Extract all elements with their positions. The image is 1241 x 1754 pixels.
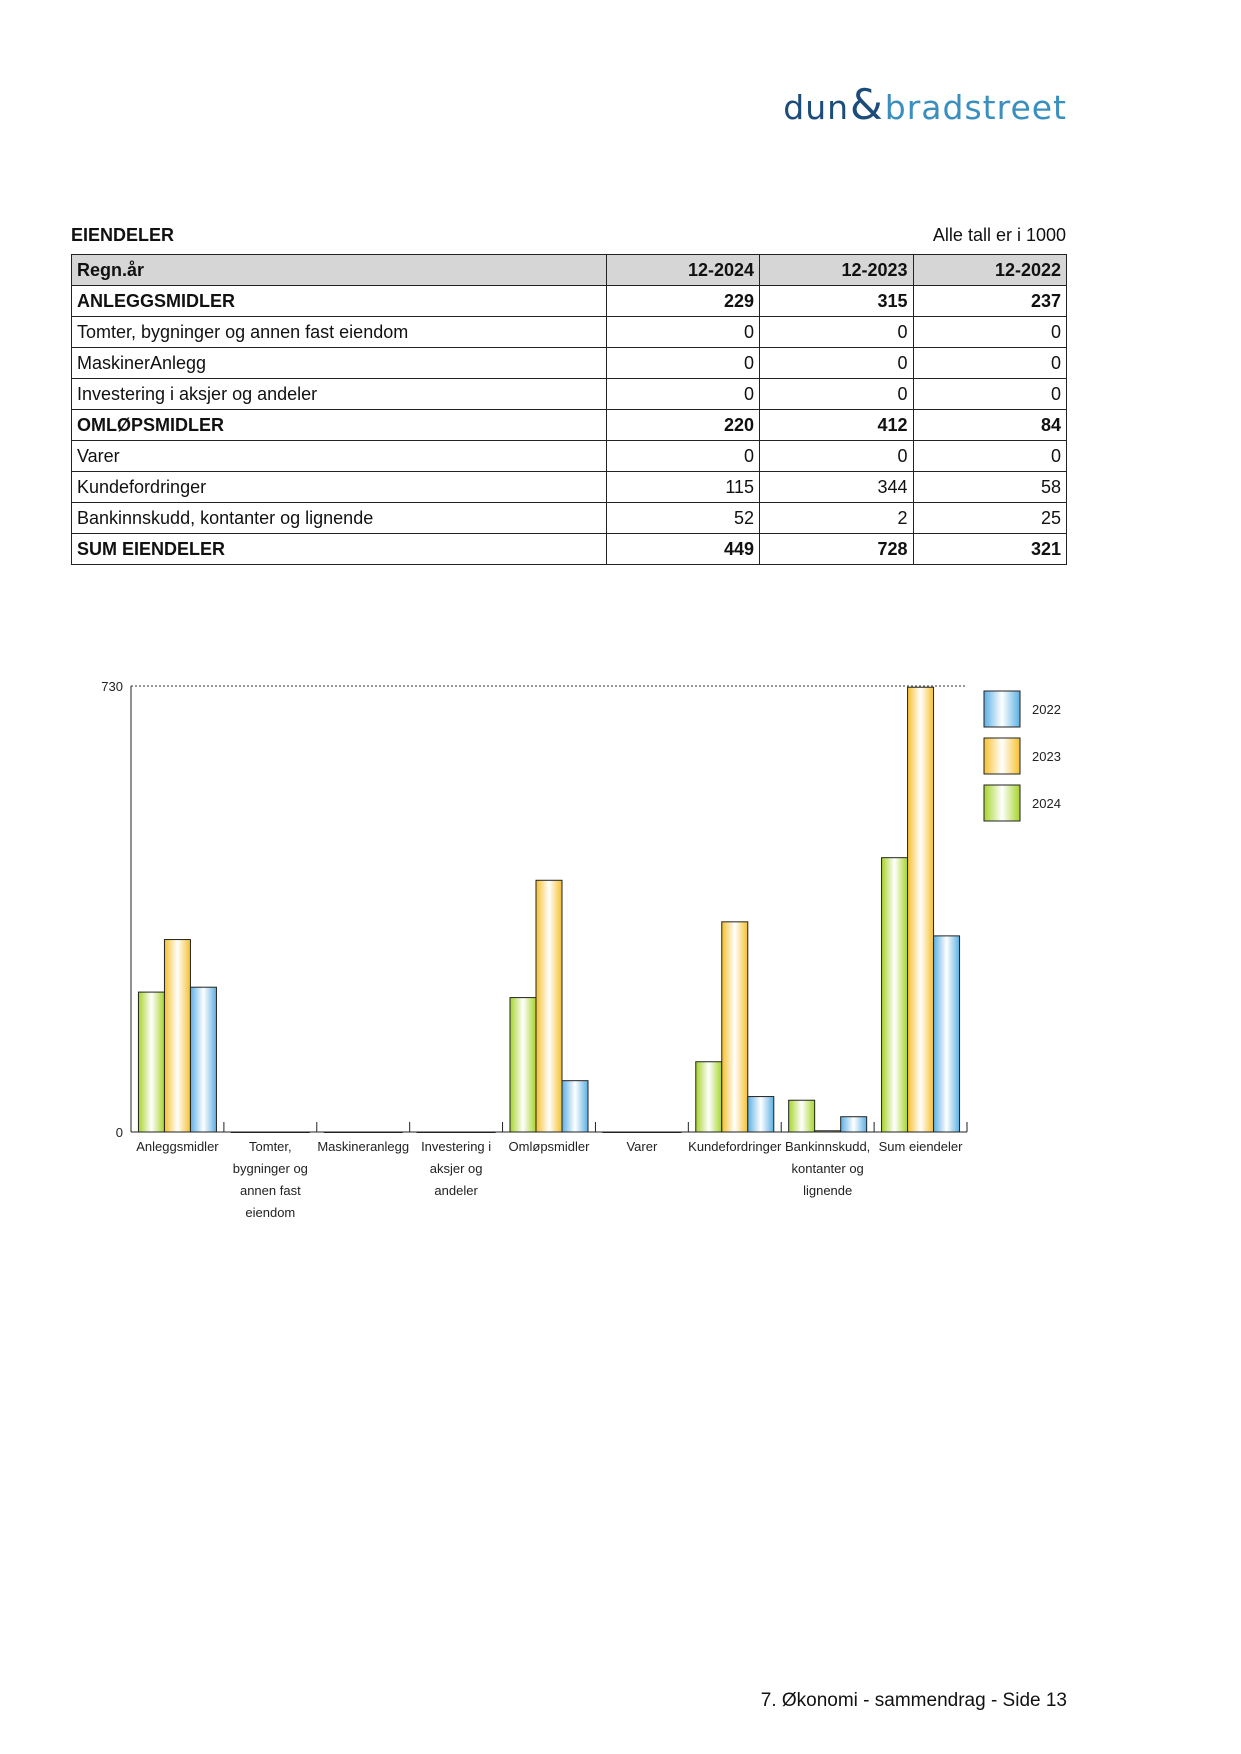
assets-table: [71, 254, 1067, 565]
row-label: Bankinnskudd, kontanter og lignende: [72, 503, 607, 534]
cell-2023: 344: [760, 472, 913, 503]
x-category-label: Sum eiendeler: [878, 1139, 963, 1154]
cell-2024: 0: [606, 348, 759, 379]
table-row: [72, 441, 1067, 472]
table-row: [72, 472, 1067, 503]
x-category-label: bygninger og: [232, 1161, 308, 1176]
cell-2022: 25: [913, 503, 1066, 534]
bar-2023: [536, 880, 562, 1132]
legend-swatch-2024: [984, 785, 1020, 821]
logo-bradstreet: bradstreet: [884, 88, 1067, 127]
bar-2023: [164, 940, 190, 1132]
x-category-label: Anleggsmidler: [136, 1139, 219, 1154]
cell-2023: 0: [760, 348, 913, 379]
cell-2022: 237: [913, 286, 1066, 317]
legend-label: 2022: [1032, 702, 1061, 717]
x-category-label: Varer: [626, 1139, 658, 1154]
row-label: OMLØPSMIDLER: [72, 410, 607, 441]
logo-ampersand: &: [850, 80, 884, 129]
bar-2024: [231, 1132, 257, 1133]
cell-2022: 0: [913, 379, 1066, 410]
bar-2023: [908, 687, 934, 1132]
x-category-label: Kundefordringer: [688, 1139, 782, 1154]
cell-2022: 321: [913, 534, 1066, 565]
bar-2023: [443, 1132, 469, 1133]
x-category-label: Maskineranlegg: [317, 1139, 410, 1154]
header-2023: 12-2023: [760, 255, 913, 286]
x-category-label: aksjer og: [429, 1161, 483, 1176]
table-row: [72, 534, 1067, 565]
bar-2022: [934, 936, 960, 1132]
x-category-label: eiendom: [245, 1205, 296, 1220]
bar-2023: [350, 1132, 376, 1133]
assets-bar-chart: [80, 670, 1080, 1240]
cell-2024: 0: [606, 441, 759, 472]
table-row: [72, 503, 1067, 534]
cell-2022: 0: [913, 441, 1066, 472]
cell-2022: 0: [913, 348, 1066, 379]
x-category-label: kontanter og: [791, 1161, 864, 1176]
cell-2024: 449: [606, 534, 759, 565]
row-label: Varer: [72, 441, 607, 472]
cell-2024: 0: [606, 317, 759, 348]
row-label: ANLEGGSMIDLER: [72, 286, 607, 317]
bar-2022: [283, 1132, 309, 1133]
bar-2022: [562, 1081, 588, 1132]
cell-2024: 0: [606, 379, 759, 410]
bar-2024: [603, 1132, 629, 1133]
header-2022: 12-2022: [913, 255, 1066, 286]
legend-label: 2023: [1032, 749, 1061, 764]
x-category-label: Investering i: [421, 1139, 492, 1154]
cell-2023: 728: [760, 534, 913, 565]
bar-2024: [789, 1100, 815, 1132]
y-tick-label: 0: [115, 1125, 123, 1140]
cell-2022: 58: [913, 472, 1066, 503]
table-row: [72, 410, 1067, 441]
table-row: [72, 317, 1067, 348]
dun-bradstreet-logo: [783, 80, 1067, 129]
cell-2024: 52: [606, 503, 759, 534]
bar-2022: [748, 1097, 774, 1132]
cell-2023: 412: [760, 410, 913, 441]
bar-2022: [841, 1117, 867, 1132]
page-footer: 7. Økonomi - sammendrag - Side 13: [760, 1690, 1067, 1711]
table-row: [72, 348, 1067, 379]
cell-2023: 0: [760, 441, 913, 472]
row-label: MaskinerAnlegg: [72, 348, 607, 379]
row-label: Kundefordringer: [72, 472, 607, 503]
row-label: Investering i aksjer og andeler: [72, 379, 607, 410]
logo-dun: dun: [783, 88, 850, 127]
legend-swatch-2023: [984, 738, 1020, 774]
cell-2024: 115: [606, 472, 759, 503]
y-tick-label: 730: [101, 679, 123, 694]
bar-2024: [696, 1062, 722, 1132]
bar-2024: [138, 992, 164, 1132]
x-category-label: andeler: [434, 1183, 478, 1198]
header-regnaar: Regn.år: [72, 255, 607, 286]
bar-2022: [376, 1132, 402, 1133]
cell-2024: 220: [606, 410, 759, 441]
cell-2022: 0: [913, 317, 1066, 348]
cell-2024: 229: [606, 286, 759, 317]
x-category-label: Tomter,: [249, 1139, 292, 1154]
cell-2023: 0: [760, 317, 913, 348]
bar-2022: [655, 1132, 681, 1133]
row-label: SUM EIENDELER: [72, 534, 607, 565]
cell-2023: 0: [760, 379, 913, 410]
cell-2023: 2: [760, 503, 913, 534]
bar-2023: [257, 1132, 283, 1133]
units-note: Alle tall er i 1000: [932, 225, 1066, 245]
table-header-row: [72, 255, 1067, 286]
bar-2022: [190, 987, 216, 1132]
bar-2024: [882, 858, 908, 1132]
legend-label: 2024: [1032, 796, 1061, 811]
bar-2022: [469, 1132, 495, 1133]
x-category-label: annen fast: [239, 1183, 301, 1198]
bar-2023: [815, 1131, 841, 1132]
cell-2022: 84: [913, 410, 1066, 441]
bar-2024: [417, 1132, 443, 1133]
legend-swatch-2022: [984, 691, 1020, 727]
x-category-label: lignende: [803, 1183, 853, 1198]
row-label: Tomter, bygninger og annen fast eiendom: [72, 317, 607, 348]
bar-2024: [324, 1132, 350, 1133]
bar-2023: [629, 1132, 655, 1133]
section-title: EIENDELER: [71, 225, 175, 245]
bar-2024: [510, 998, 536, 1132]
header-2024: 12-2024: [606, 255, 759, 286]
cell-2023: 315: [760, 286, 913, 317]
table-row: [72, 379, 1067, 410]
x-category-label: Bankinnskudd,: [785, 1139, 871, 1154]
table-row: [72, 286, 1067, 317]
x-category-label: Omløpsmidler: [508, 1139, 590, 1154]
bar-2023: [722, 922, 748, 1132]
